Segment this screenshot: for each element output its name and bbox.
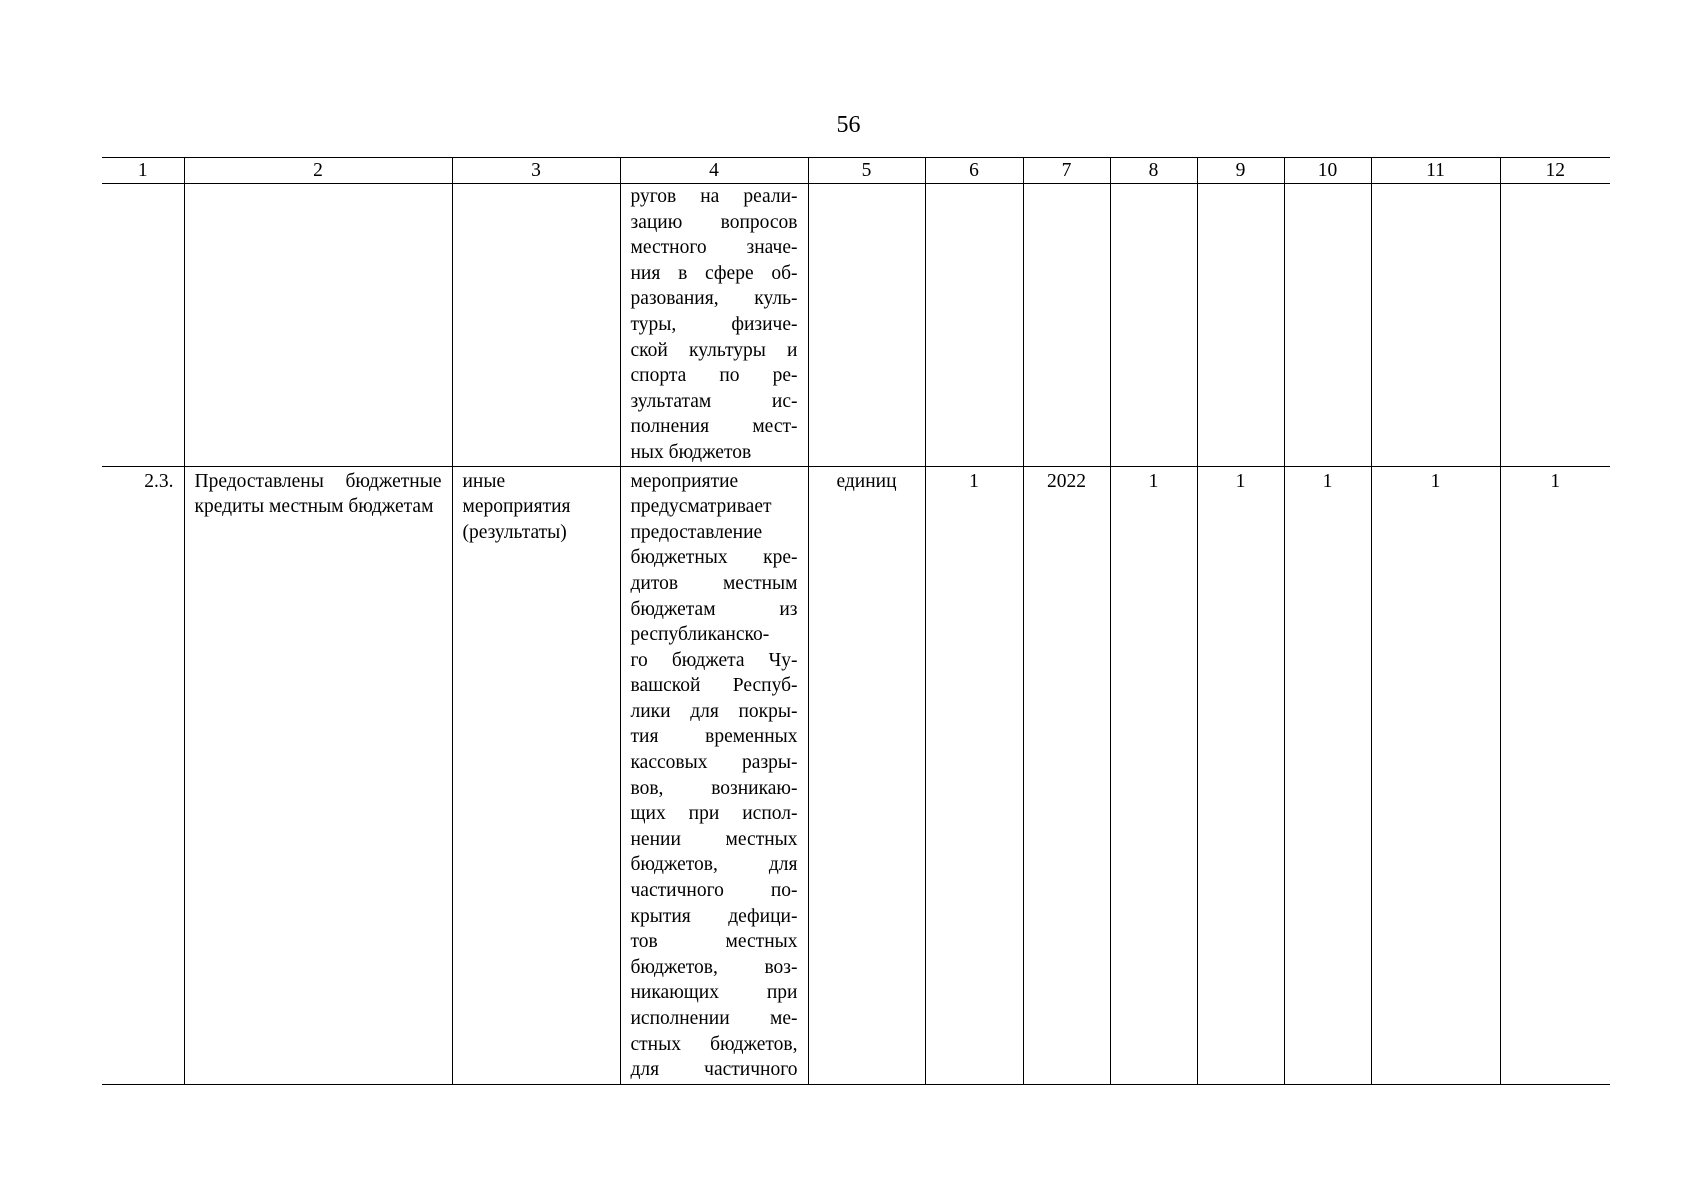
value-cell-9: 1	[1197, 466, 1284, 1084]
page-number: 56	[836, 112, 861, 138]
base-value-cell: 1	[925, 466, 1023, 1084]
header-cell-9: 9	[1197, 158, 1284, 184]
header-cell-6: 6	[925, 158, 1023, 184]
unit-cell: единиц	[808, 466, 925, 1084]
header-cell-5: 5	[808, 158, 925, 184]
header-cell-12: 12	[1500, 158, 1610, 184]
row-description: мероприятие предусматривает предоставление бюджетных кре- дитов местным бюджетам из республиканско- го бюджета Чу- вашской Респуб- лики для покры- тия временных кассовых разры- вов, возникаю- щих при испол- нении местных бюджетов, для частичного по- крытия дефици- тов местных бюджетов, воз- никающих при исполнении ме- стных бюджетов, для частичного	[620, 466, 808, 1084]
value-cell-8: 1	[1110, 466, 1197, 1084]
header-cell-11: 11	[1371, 158, 1500, 184]
header-cell-3: 3	[452, 158, 620, 184]
table-row-2-3	[102, 466, 1610, 1084]
value-cell-11: 1	[1371, 466, 1500, 1084]
row-number: 2.3.	[102, 466, 184, 1084]
header-row	[102, 158, 1610, 184]
header-cell-2: 2	[184, 158, 452, 184]
table-row-continuation	[102, 184, 1610, 467]
measures-table	[102, 157, 1610, 1085]
header-cell-4: 4	[620, 158, 808, 184]
base-year-cell: 2022	[1023, 466, 1110, 1084]
header-cell-7: 7	[1023, 158, 1110, 184]
value-cell-10: 1	[1284, 466, 1371, 1084]
value-cell-12: 1	[1500, 466, 1610, 1084]
header-cell-8: 8	[1110, 158, 1197, 184]
continuation-description: ругов на реали- зацию вопросов местного значе- ния в сфере об- разования, куль- туры, физиче- ской культуры и спорта по ре- зультатам ис- полнения мест- ных бюджетов	[620, 184, 808, 467]
header-cell-1: 1	[102, 158, 184, 184]
row-type: иные мероприятия (результаты)	[452, 466, 620, 1084]
header-cell-10: 10	[1284, 158, 1371, 184]
row-title: Предоставлены бюджетные кредиты местным бюджетам	[184, 466, 452, 1084]
